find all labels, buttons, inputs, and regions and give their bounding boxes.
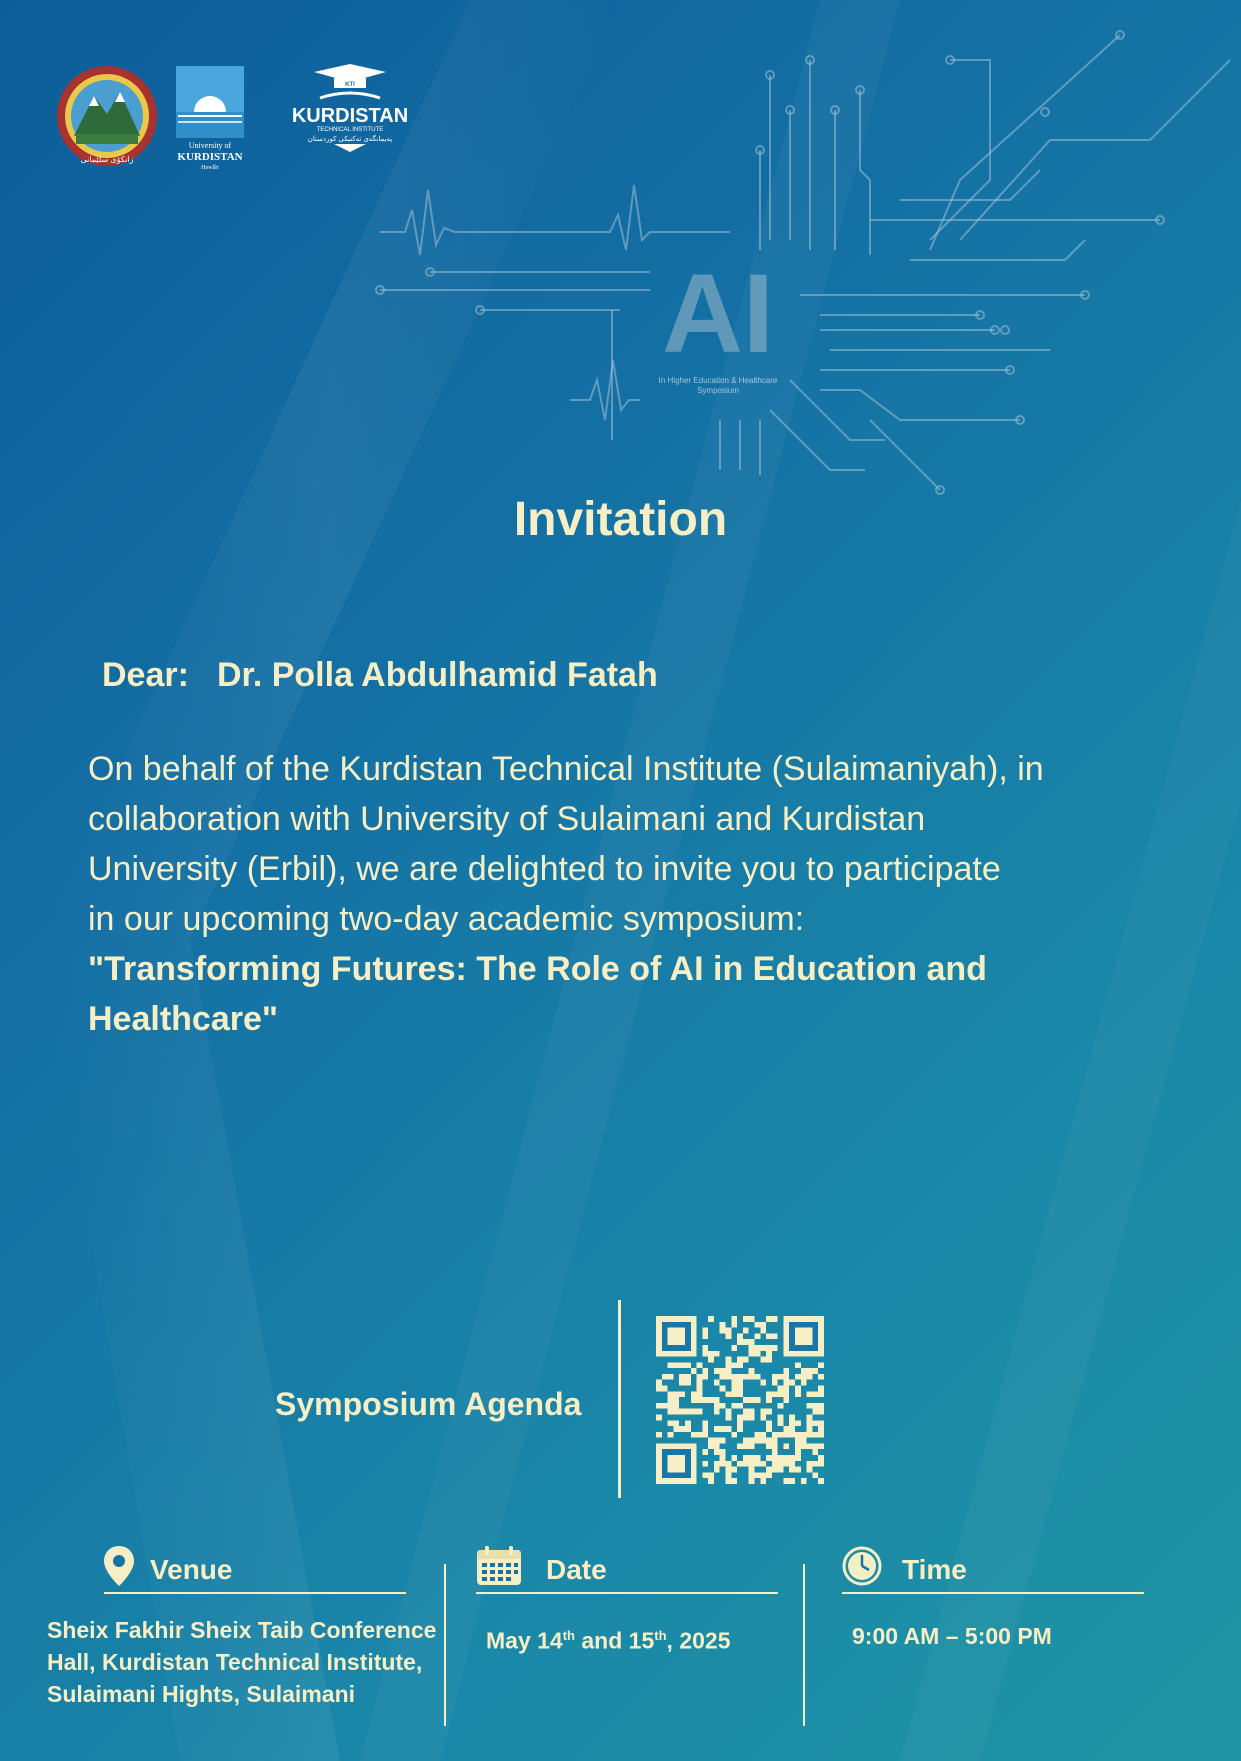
time-value: 9:00 AM – 5:00 PM [852, 1623, 1052, 1649]
column-divider [803, 1564, 805, 1726]
svg-text:TECHNICAL INSTITUTE: TECHNICAL INSTITUTE [316, 127, 384, 133]
body-line: collaboration with University of Sulaimani and Kurdistan [88, 800, 926, 838]
body-line: On behalf of the Kurdistan Technical Institute (Sulaimaniyah), in [88, 750, 1044, 788]
venue-line: Sheix Fakhir Sheix Taib Conference [47, 1617, 437, 1643]
salutation [102, 656, 658, 695]
venue-line: Sulaimani Hights, Sulaimani [47, 1681, 356, 1707]
date-year: , 2025 [666, 1627, 731, 1654]
recipient-name: Dr. Polla Abdulhamid Fatah [216, 656, 658, 694]
svg-text:Hewlêr: Hewlêr [201, 165, 219, 171]
date-ordinal: th [562, 1628, 575, 1643]
ai-art-caption-2: Symposium [697, 386, 739, 395]
time-rule [842, 1592, 1144, 1594]
kurdistan-technical-institute-logo [292, 64, 408, 152]
venue-address [47, 1614, 447, 1710]
invitation-body [88, 744, 1168, 1044]
svg-text:KURDISTAN: KURDISTAN [177, 151, 243, 163]
agenda-divider [618, 1300, 621, 1498]
invitation-title: Invitation [513, 493, 728, 546]
symposium-agenda-label: Symposium Agenda [275, 1386, 582, 1422]
svg-text:KURDISTAN: KURDISTAN [291, 105, 409, 127]
ai-art-caption-1: In Higher Education & Healthcare [658, 376, 778, 385]
svg-text:University of: University of [188, 141, 232, 150]
ai-art-text: AI [662, 251, 774, 376]
venue-line: Hall, Kurdistan Technical Institute, [47, 1649, 423, 1675]
partner-logos [52, 64, 422, 174]
symposium-title-line: Healthcare" [88, 1000, 278, 1038]
date-ordinal: th [654, 1628, 667, 1643]
date-heading: Date [546, 1554, 607, 1585]
symposium-title-line: "Transforming Futures: The Role of AI in Education and [88, 950, 987, 988]
university-of-sulaimani-logo [57, 66, 157, 166]
university-of-kurdistan-logo [176, 66, 244, 171]
column-divider [444, 1564, 446, 1726]
time-heading: Time [902, 1554, 967, 1585]
dear-label: Dear: [102, 656, 189, 694]
svg-text:KTI: KTI [345, 82, 355, 88]
svg-text:پەیمانگەی تەکنیکی کوردستان: پەیمانگەی تەکنیکی کوردستان [307, 136, 393, 143]
date-day1: May 14 [486, 1627, 563, 1654]
calendar-icon [476, 1546, 522, 1586]
venue-rule [104, 1592, 406, 1594]
svg-text:زانکۆی سلێمانی: زانکۆی سلێمانی [80, 155, 134, 164]
date-value [486, 1620, 731, 1657]
date-rule [476, 1592, 778, 1594]
body-line: in our upcoming two-day academic symposium: [88, 900, 805, 938]
agenda-qr-code[interactable] [656, 1316, 824, 1484]
body-line: University (Erbil), we are delighted to invite you to participate [88, 850, 1001, 888]
location-pin-icon [102, 1544, 136, 1588]
venue-heading: Venue [150, 1554, 233, 1585]
clock-icon [842, 1546, 882, 1586]
date-day2: and 15 [575, 1627, 655, 1654]
